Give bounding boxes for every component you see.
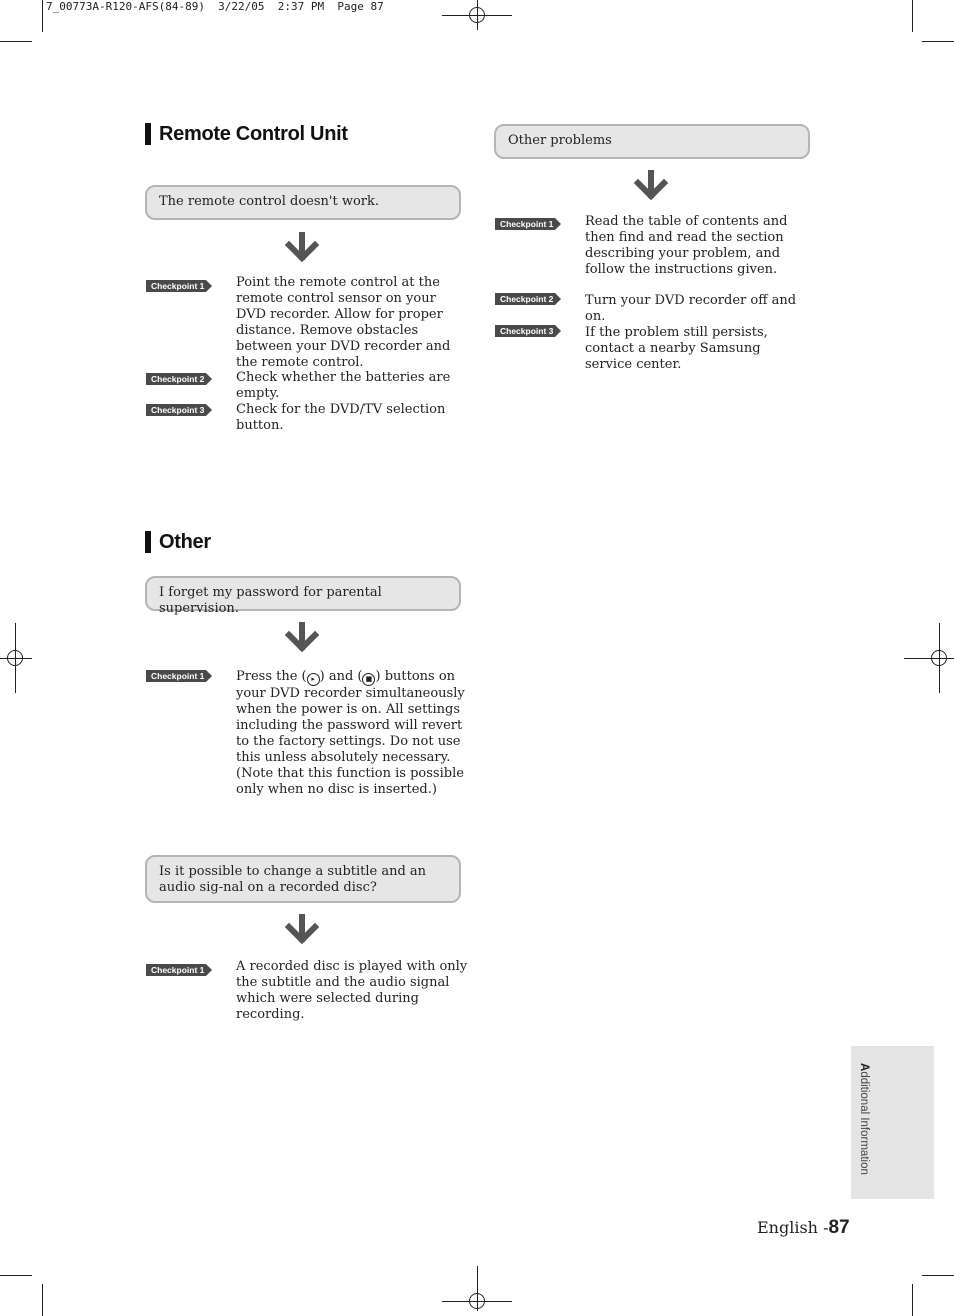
checkpoint-badge: Checkpoint 2 <box>495 293 561 305</box>
checkpoint-badge: Checkpoint 1 <box>495 218 561 230</box>
down-arrow-icon <box>285 232 319 262</box>
side-tab-label: Additional Information <box>858 1063 870 1175</box>
checkpoint-text: Turn your DVD recorder off and on. <box>585 293 797 324</box>
checkpoint-badge: Checkpoint 1 <box>146 280 212 292</box>
page-footer <box>757 1217 850 1239</box>
problem-box-other-problems: Other problems <box>494 124 810 159</box>
down-arrow-icon <box>634 170 668 200</box>
registration-mark-icon <box>924 643 954 673</box>
section-title-other: Other <box>145 531 211 553</box>
footer-label: English - <box>757 1218 829 1237</box>
checkpoint-badge: Checkpoint 3 <box>495 325 561 337</box>
problem-box-remote: The remote control doesn't work. <box>145 185 461 220</box>
problem-box-subtitle: Is it possible to change a subtitle and an audio sig-nal on a recorded disc? <box>145 855 461 903</box>
page-number: 87 <box>828 1217 850 1238</box>
checkpoint-text: Point the remote control at the remote control sensor on your DVD recorder. Allow for proper distance. Remove obstacles between your DVD recorder and the remote control. <box>236 275 451 370</box>
checkpoint-text: If the problem still persists, contact a nearby Samsung service center. <box>585 325 768 372</box>
checkpoint-text: Check for the DVD/TV selection button. <box>236 402 446 433</box>
checkpoint-note: (Note that this function is possible only when no disc is inserted.) <box>236 766 464 797</box>
checkpoint-text: Check whether the batteries are empty. <box>236 370 451 401</box>
problem-box-password: I forget my password for parental supervision. <box>145 576 461 611</box>
checkpoint-text: Press the ( ▸ ) and ( ■ ) buttons on your DVD recorder simultaneously when the power is on. All settings including the password will revert to the factory settings. Do not use this unless absolutely necessary. (Note that this function is possible only when no disc is inserted.) <box>236 669 465 797</box>
checkpoint-badge: Checkpoint 2 <box>146 373 212 385</box>
down-arrow-icon <box>285 622 319 652</box>
stop-button-icon: ■ <box>362 673 375 686</box>
checkpoint-badge: Checkpoint 1 <box>146 670 212 682</box>
checkpoint-badge: Checkpoint 3 <box>146 404 212 416</box>
skip-button-icon: ▸ <box>307 673 320 686</box>
down-arrow-icon <box>285 914 319 944</box>
checkpoint-badge: Checkpoint 1 <box>146 964 212 976</box>
checkpoint-text: Read the table of contents and then find and read the section describing your problem, and follow the instructions given. <box>585 214 788 277</box>
section-title-remote-control: Remote Control Unit <box>145 123 348 145</box>
checkpoint-text: A recorded disc is played with only the subtitle and the audio signal which were selected during recording. <box>236 959 468 1022</box>
print-header: 7_00773A-R120-AFS(84-89) 3/22/05 2:37 PM Page 87 <box>46 0 384 13</box>
registration-mark-icon <box>462 0 492 30</box>
registration-mark-icon <box>462 1286 492 1316</box>
registration-mark-icon <box>0 643 30 673</box>
